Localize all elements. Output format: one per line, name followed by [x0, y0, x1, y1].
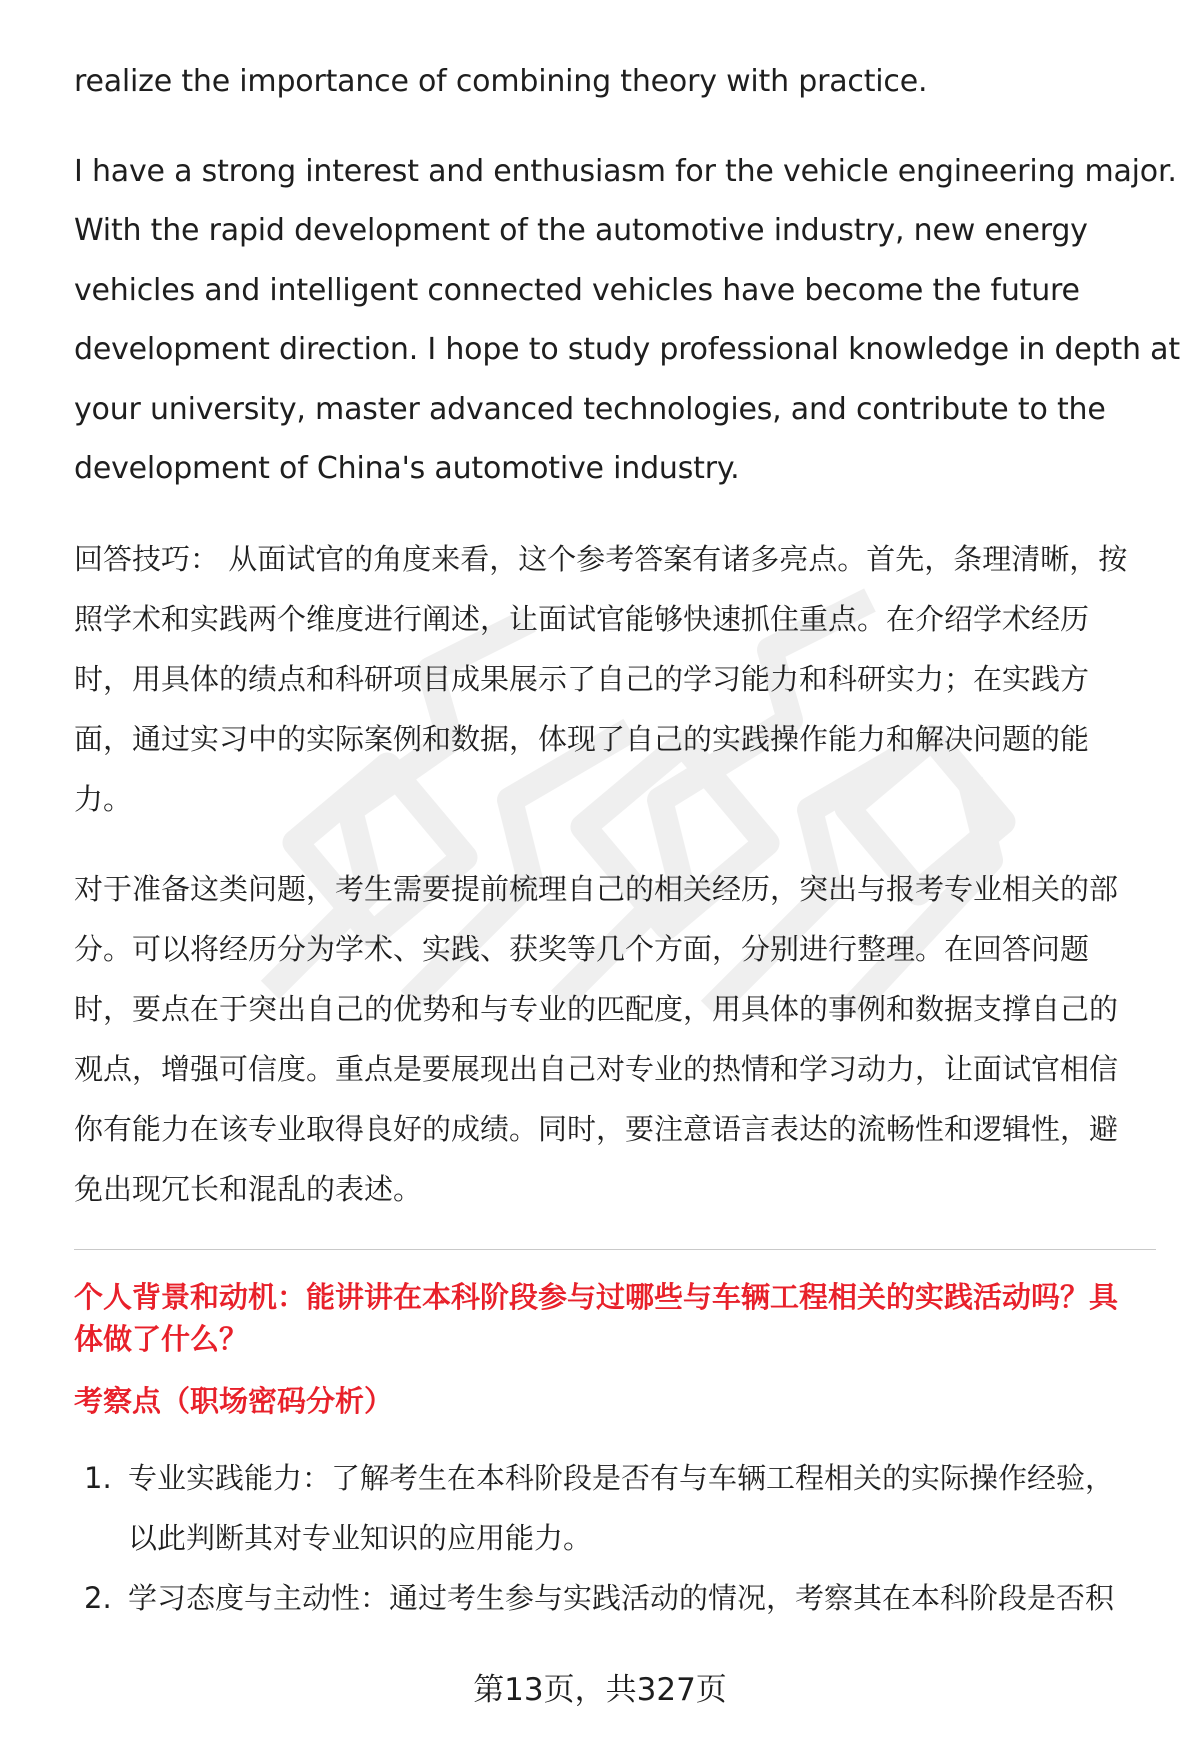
- question-line: 体做了什么？: [74, 1321, 249, 1356]
- text-line: 照学术和实践两个维度进行阐述，让面试官能够快速抓住重点。在介绍学术经历: [74, 601, 1090, 636]
- list-item-line: 以此判断其对专业知识的应用能力。: [128, 1520, 593, 1555]
- preparation-paragraph: [74, 859, 1156, 1219]
- text-line: 回答技巧： 从面试官的角度来看，这个参考答案有诸多亮点。首先，条理清晰，按: [74, 541, 1128, 576]
- text-line: I have a strong interest and enthusiasm for the vehicle engineering major.: [74, 153, 1177, 189]
- tips-paragraph: [74, 529, 1156, 829]
- text-line: 时，要点在于突出自己的优势和与专业的匹配度，用具体的事例和数据支撑自己的: [74, 991, 1119, 1026]
- content-area: [74, 52, 1180, 1628]
- list-item: [74, 1448, 1156, 1568]
- answer-paragraph-2: [74, 142, 1180, 499]
- text-line: 时，用具体的绩点和科研项目成果展示了自己的学习能力和科研实力；在实践方: [74, 661, 1090, 696]
- list-item-line: 学习态度与主动性：通过考生参与实践活动的情况，考察其在本科阶段是否积: [128, 1580, 1115, 1615]
- page-number-footer: 第13页，共327页: [473, 1672, 727, 1708]
- text-line: development direction. I hope to study professional knowledge in depth at: [74, 332, 1180, 367]
- assessment-points-list: [74, 1448, 1156, 1628]
- text-line: 你有能力在该专业取得良好的成绩。同时，要注意语言表达的流畅性和逻辑性，避: [74, 1111, 1119, 1146]
- list-item-number: 2.: [84, 1580, 112, 1615]
- answer-paragraph-1: [74, 52, 1156, 112]
- text-line: vehicles and intelligent connected vehicles have become the future: [74, 272, 1080, 308]
- text-line: your university, master advanced technologies, and contribute to the: [74, 391, 1106, 427]
- text-line: With the rapid development of the automotive industry, new energy: [74, 213, 1088, 248]
- list-item-line: 专业实践能力：了解考生在本科阶段是否有与车辆工程相关的实际操作经验，: [128, 1460, 1115, 1495]
- section-heading: 考察点（职场密码分析）: [74, 1383, 394, 1418]
- question-heading: [74, 1276, 1156, 1360]
- list-item: [74, 1568, 1156, 1628]
- text-line: realize the importance of combining theory with practice.: [74, 64, 928, 99]
- text-line: 力。: [74, 781, 133, 816]
- list-item-number: 1.: [84, 1460, 112, 1495]
- text-line: 免出现冗长和混乱的表述。: [74, 1171, 423, 1206]
- text-line: development of China's automotive industry.: [74, 451, 740, 486]
- text-line: 观点，增强可信度。重点是要展现出自己对专业的热情和学习动力，让面试官相信: [74, 1051, 1119, 1086]
- section-divider: [74, 1249, 1156, 1250]
- question-line: 个人背景和动机：能讲讲在本科阶段参与过哪些与车辆工程相关的实践活动吗？具: [74, 1279, 1119, 1314]
- text-line: 对于准备这类问题，考生需要提前梳理自己的相关经历，突出与报考专业相关的部: [74, 871, 1119, 906]
- text-line: 面，通过实习中的实际案例和数据，体现了自己的实践操作能力和解决问题的能: [74, 721, 1090, 756]
- text-line: 分。可以将经历分为学术、实践、获奖等几个方面，分别进行整理。在回答问题: [74, 931, 1090, 966]
